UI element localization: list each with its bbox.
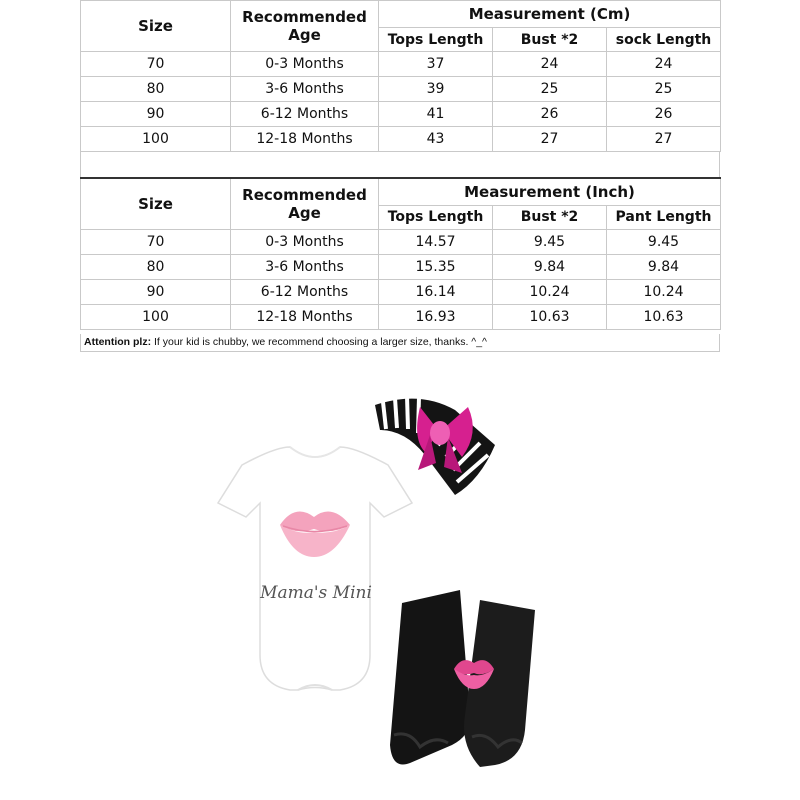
measurement-header: Measurement (Inch) — [379, 178, 721, 205]
age-header: Recommended Age — [231, 178, 379, 229]
attention-label: Attention plz: — [84, 336, 152, 348]
size-cell: 100 — [81, 127, 231, 152]
white-onesie — [218, 447, 412, 690]
measurement-header: Measurement (Cm) — [379, 1, 721, 28]
table-row — [81, 77, 721, 102]
age-cell: 12-18 Months — [231, 304, 379, 329]
table-row — [81, 304, 721, 329]
bust-cell: 10.63 — [493, 304, 607, 329]
bust-cell: 9.45 — [493, 229, 607, 254]
size-table-inch — [80, 177, 721, 330]
table-row — [81, 127, 721, 152]
age-cell: 12-18 Months — [231, 127, 379, 152]
age-cell: 0-3 Months — [231, 52, 379, 77]
size-cell: 90 — [81, 279, 231, 304]
tops-length-cell: 16.93 — [379, 304, 493, 329]
tops-length-cell: 15.35 — [379, 254, 493, 279]
bust-cell: 25 — [493, 77, 607, 102]
sock-length-cell: 25 — [607, 77, 721, 102]
table-row — [81, 52, 721, 77]
age-header: Recommended Age — [231, 1, 379, 52]
tops-length-cell: 39 — [379, 77, 493, 102]
size-table-cm — [80, 0, 721, 152]
pant-length-cell: 9.45 — [607, 229, 721, 254]
bust-cell: 26 — [493, 102, 607, 127]
pant-length-cell: 10.24 — [607, 279, 721, 304]
tops-length-cell: 43 — [379, 127, 493, 152]
size-header: Size — [81, 1, 231, 52]
bust-cell: 24 — [493, 52, 607, 77]
sock-length-cell: 26 — [607, 102, 721, 127]
attention-note — [80, 334, 720, 352]
tops-length-cell: 41 — [379, 102, 493, 127]
bust-header: Bust *2 — [493, 28, 607, 52]
pant-length-cell: 9.84 — [607, 254, 721, 279]
size-cell: 70 — [81, 52, 231, 77]
bust-cell: 9.84 — [493, 254, 607, 279]
age-cell: 3-6 Months — [231, 254, 379, 279]
size-cell: 80 — [81, 254, 231, 279]
table-row — [81, 229, 721, 254]
age-cell: 6-12 Months — [231, 279, 379, 304]
size-cell: 80 — [81, 77, 231, 102]
tops-length-header: Tops Length — [379, 205, 493, 229]
size-header: Size — [81, 178, 231, 229]
tops-length-header: Tops Length — [379, 28, 493, 52]
bust-header: Bust *2 — [493, 205, 607, 229]
attention-text: If your kid is chubby, we recommend choosing a larger size, thanks. ^_^ — [151, 336, 487, 348]
bust-cell: 10.24 — [493, 279, 607, 304]
size-cell: 90 — [81, 102, 231, 127]
size-cell: 70 — [81, 229, 231, 254]
size-cell: 100 — [81, 304, 231, 329]
age-cell: 3-6 Months — [231, 77, 379, 102]
tops-length-cell: 14.57 — [379, 229, 493, 254]
bust-cell: 27 — [493, 127, 607, 152]
tops-length-cell: 37 — [379, 52, 493, 77]
sock-length-cell: 24 — [607, 52, 721, 77]
age-cell: 6-12 Months — [231, 102, 379, 127]
table-row — [81, 102, 721, 127]
table-row — [81, 254, 721, 279]
table-row — [81, 279, 721, 304]
table-spacer — [80, 152, 720, 177]
product-illustration — [180, 385, 620, 795]
sock-length-cell: 27 — [607, 127, 721, 152]
pant-length-header: Pant Length — [607, 205, 721, 229]
sock-length-header: sock Length — [607, 28, 721, 52]
pant-length-cell: 10.63 — [607, 304, 721, 329]
onesie-print-text: Mama's Mini — [260, 583, 372, 603]
tops-length-cell: 16.14 — [379, 279, 493, 304]
age-cell: 0-3 Months — [231, 229, 379, 254]
